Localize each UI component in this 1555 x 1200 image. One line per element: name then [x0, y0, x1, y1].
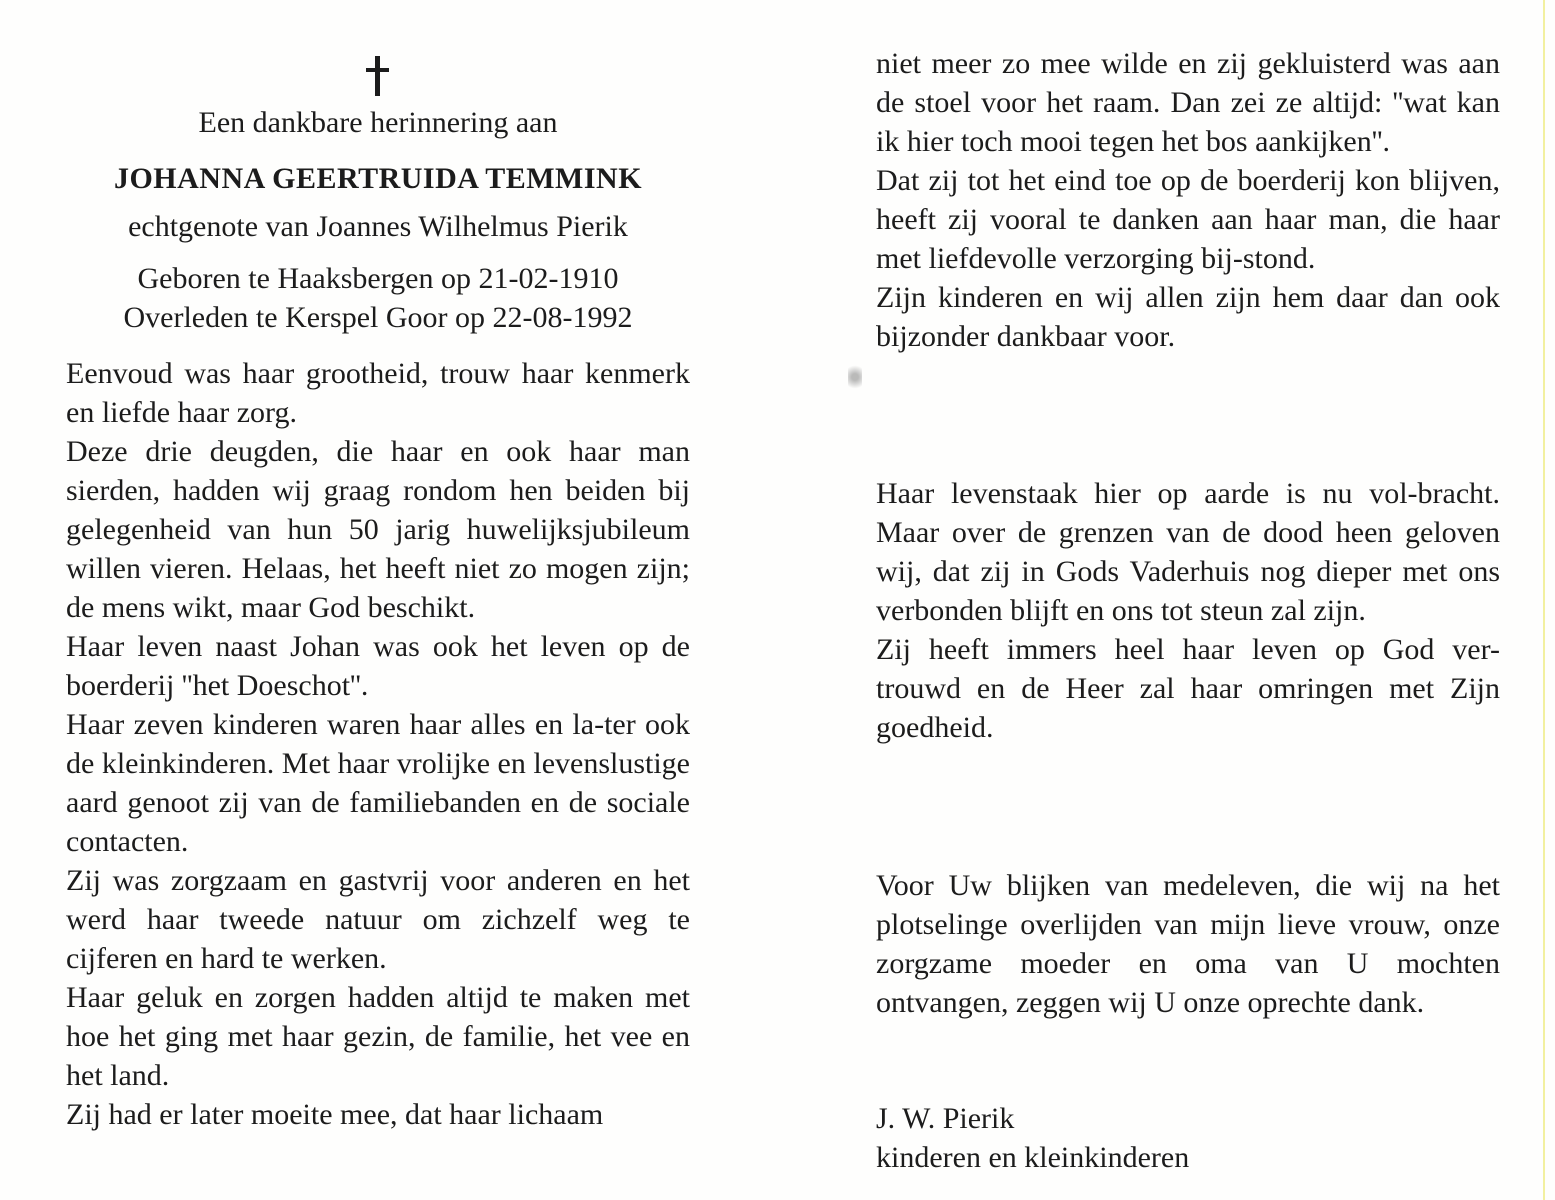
signature-family: kinderen en kleinkinderen: [876, 1141, 1190, 1174]
paragraph: Voor Uw blijken van medeleven, die wij na het plotselinge overlijden van mijn lieve vrouw, onze zorgzame moeder en oma van U mochten ontvangen, zeggen wij U onze oprechte dank.: [876, 869, 1500, 1019]
paragraph: Dat zij tot het eind toe op de boerderij kon blijven, heeft zij vooral te danken aan haar man, die haar met liefdevolle verzorging bij-stond.: [876, 164, 1500, 275]
deceased-name: JOHANNA GEERTRUIDA TEMMINK: [113, 162, 643, 195]
signature: [876, 1099, 1189, 1177]
paragraph: Zij heeft immers heel haar leven op God ver-trouwd en de Heer zal haar omringen met Zijn goedheid.: [876, 633, 1500, 744]
death-line: Overleden te Kerspel Goor op 22-08-1992: [123, 301, 633, 334]
spouse-line: echtgenote van Joannes Wilhelmus Pierik: [128, 210, 628, 243]
paragraph: Eenvoud was haar grootheid, trouw haar kenmerk en liefde haar zorg.: [66, 357, 690, 429]
left-body-text: [66, 354, 690, 1134]
cross-icon: [362, 56, 392, 98]
paragraph: Haar zeven kinderen waren haar alles en la-ter ook de kleinkinderen. Met haar vrolijke en levenslustige aard genoot zij van de familiebanden en de sociale contacten.: [66, 708, 690, 858]
paragraph: Zijn kinderen en wij allen zijn hem daar dan ook bijzonder dankbaar voor.: [876, 281, 1500, 353]
signature-name: J. W. Pierik: [876, 1102, 1015, 1135]
paragraph: Zij was zorgzaam en gastvrij voor anderen en het werd haar tweede natuur om zichzelf weg te cijferen en hard te werken.: [66, 864, 690, 975]
paragraph: Deze drie deugden, die haar en ook haar man sierden, hadden wij graag rondom hen beiden bij gelegenheid van hun 50 jarig huwelijksjubileum willen vieren. Helaas, het heeft niet zo mogen zijn; de mens wikt, maar God beschikt.: [66, 435, 690, 624]
thanks-text: [876, 866, 1500, 1022]
edge-line: [1543, 0, 1545, 1200]
paragraph: Haar levenstaak hier op aarde is nu vol-bracht. Maar over de grenzen van de dood heen geloven wij, dat zij in Gods Vaderhuis nog dieper met ons verbonden blijft en ons tot steun zal zijn.: [876, 477, 1500, 627]
paragraph: Zij had er later moeite mee, dat haar lichaam: [66, 1098, 604, 1131]
birth-line: Geboren te Haaksbergen op 21-02-1910: [137, 262, 619, 295]
right-top-text: [876, 44, 1500, 356]
paragraph: Haar leven naast Johan was ook het leven op de boerderij ''het Doeschot''.: [66, 630, 690, 702]
paragraph: niet meer zo mee wilde en zij gekluisterd was aan de stoel voor het raam. Dan zei ze altijd: ''wat kan ik hier toch mooi tegen het bos aankijken''.: [876, 47, 1500, 158]
paragraph: Haar geluk en zorgen hadden altijd te maken met hoe het ging met haar gezin, de familie, het vee en het land.: [66, 981, 690, 1092]
intro-line: Een dankbare herinnering aan: [198, 106, 558, 139]
print-speck: [848, 362, 862, 392]
right-middle-text: [876, 474, 1500, 747]
